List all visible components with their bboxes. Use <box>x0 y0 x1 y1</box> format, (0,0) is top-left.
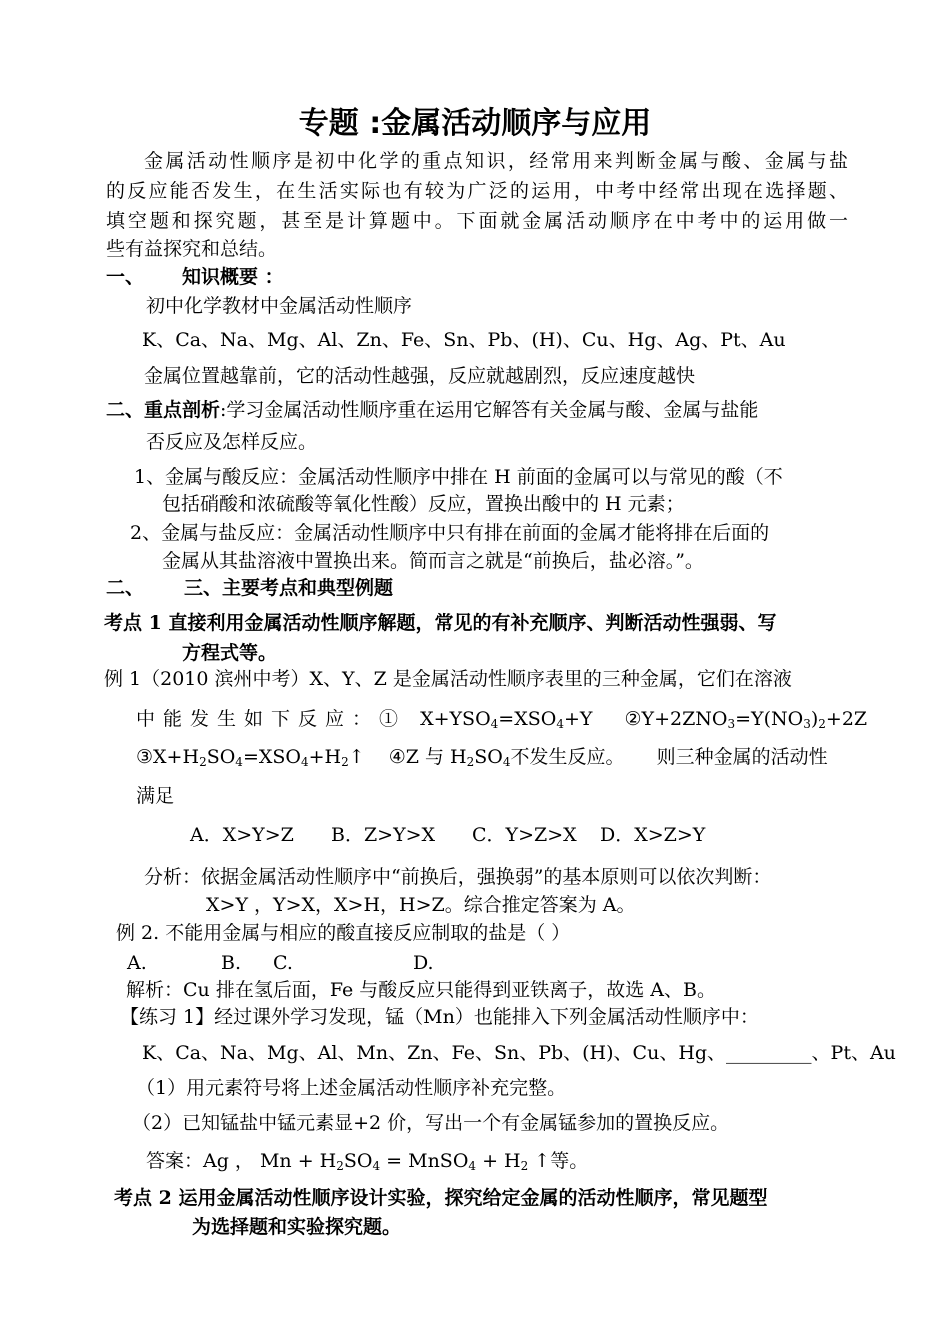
section-1-line-3: 金属位置越靠前，它的活动性越强，反应就越剧烈，反应速度越快 <box>144 365 696 387</box>
section-3-heading: 三、主要考点和典型例题 <box>184 577 394 599</box>
section-1-line-1: 初中化学教材中金属活动性顺序 <box>146 295 413 317</box>
reaction-3: $③X+H_2SO_4=XSO_4+H_2↑$ <box>136 746 365 769</box>
intro-line-3: 填空题和探究题，甚至是计算题中。下面就金属活动顺序在中考中的运用做一 <box>106 210 848 232</box>
key-point-1-line-2: 方程式等。 <box>182 642 278 664</box>
example-2-option-c: C. <box>273 952 293 974</box>
reaction-2: $②Y+2ZNO_3=Y(NO_3)_2+2Z$ <box>624 708 868 731</box>
key-point-2-line-1: 考点 2 运用金属活动性顺序设计实验，探究给定金属的活动性顺序，常见题型 <box>114 1187 768 1209</box>
example-1-option-d: D．X>Z>Y <box>600 824 706 846</box>
example-1-reactions-2 <box>136 744 828 770</box>
example-1-reactions-1 <box>136 706 867 732</box>
reaction-1: $X+YSO_4=XSO_4+Y$ <box>420 708 593 731</box>
section-2-line-1 <box>106 397 758 423</box>
example-1-question-tail: 则三种金属的活动性 <box>656 746 828 768</box>
intro-line-4: 些有益探究和总结。 <box>106 238 278 260</box>
key-point-1-line-1: 考点 1 直接利用金属活动性顺序解题，常见的有补充顺序、判断活动性强弱、写 <box>104 612 777 634</box>
point-1-line-1: 1、金属与酸反应：金属活动性顺序中排在 H 前面的金属可以与常见的酸（不 <box>134 466 783 488</box>
section-1-heading: 知识概要 ： <box>182 266 284 288</box>
point-1-line-2: 包括硝酸和浓硫酸等氧化性酸）反应，置换出酸中的 H 元素； <box>162 493 685 515</box>
example-2-option-a: A. <box>127 952 147 974</box>
section-2-text-1: :学习金属活动性顺序重在运用它解答有关金属与酸、金属与盐能 <box>220 399 759 421</box>
example-2-option-b: B. <box>221 952 242 974</box>
example-1-option-b: B．Z>Y>X <box>331 824 436 846</box>
reaction-4: ④Z 与 $H_2SO_4$不发生反应。 <box>388 746 625 769</box>
page-title: 专题 :金属活动顺序与应用 <box>298 106 652 141</box>
intro-line-1: 金属活动性顺序是初中化学的重点知识，经常用来判断金属与酸、金属与盐 <box>144 150 848 172</box>
example-1-option-a: A．X>Y>Z <box>190 824 294 846</box>
intro-line-2: 的反应能否发生，在生活实际也有较为广泛的运用，中考中经常出现在选择题、 <box>106 180 848 202</box>
metal-activity-series: K、Ca、Na、Mg、Al、Zn、Fe、Sn、Pb、(H)、Cu、Hg、Ag、Pt、Au <box>142 329 786 351</box>
practice-1-question-1: （1）用元素符号将上述金属活动性顺序补充完整。 <box>136 1077 567 1099</box>
point-2-line-2: 金属从其盐溶液中置换出来。简而言之就是“前换后，盐必溶。”。 <box>162 550 704 572</box>
section-2-line-2: 否反应及怎样反应。 <box>146 431 318 453</box>
practice-1-question: 【练习 1】经过课外学习发现，锰（Mn）也能排入下列金属活动性顺序中： <box>120 1006 759 1028</box>
section-1-number: 一、 <box>106 266 145 288</box>
example-1-analysis-2: X>Y ，Y>X，X>H，H>Z。综合推定答案为 A。 <box>206 894 636 916</box>
practice-1-answer: 答案：Ag ， $Mn + H_2SO_4$ = MnSO$_4$ + $H_2$ ↑等。 <box>146 1150 589 1173</box>
example-2-question: 例 2. 不能用金属与相应的酸直接反应制取的盐是（ ） <box>116 922 571 944</box>
example-1-line-1: 例 1（2010 滨州中考）X、Y、Z 是金属活动性顺序表里的三种金属，它们在溶液 <box>104 668 792 690</box>
practice-1-question-2: （2）已知锰盐中锰元素显+2 价，写出一个有金属锰参加的置换反应。 <box>132 1112 730 1134</box>
section-2-heading: 二、重点剖析 <box>106 399 221 421</box>
example-2-option-d: D. <box>413 952 434 974</box>
example-1-lead: 中能发生如下反应：① <box>136 708 407 730</box>
practice-1-series: K、Ca、Na、Mg、Al、Mn、Zn、Fe、Sn、Pb、(H)、Cu、Hg、_________、Pt、Au <box>142 1042 896 1064</box>
point-2-line-1: 2、金属与盐反应：金属活动性顺序中只有排在前面的金属才能将排在后面的 <box>130 522 770 544</box>
example-1-option-c: C．Y>Z>X <box>472 824 577 846</box>
key-point-2-line-2: 为选择题和实验探究题。 <box>192 1216 402 1238</box>
example-1-analysis-1: 分析：依据金属活动性顺序中“前换后，强换弱”的基本原则可以依次判断： <box>144 866 772 888</box>
section-3-number: 二、 <box>106 577 145 599</box>
example-2-analysis: 解析：Cu 排在氢后面，Fe 与酸反应只能得到亚铁离子，故选 A、B。 <box>126 979 716 1001</box>
example-1-line-4: 满足 <box>136 785 175 807</box>
